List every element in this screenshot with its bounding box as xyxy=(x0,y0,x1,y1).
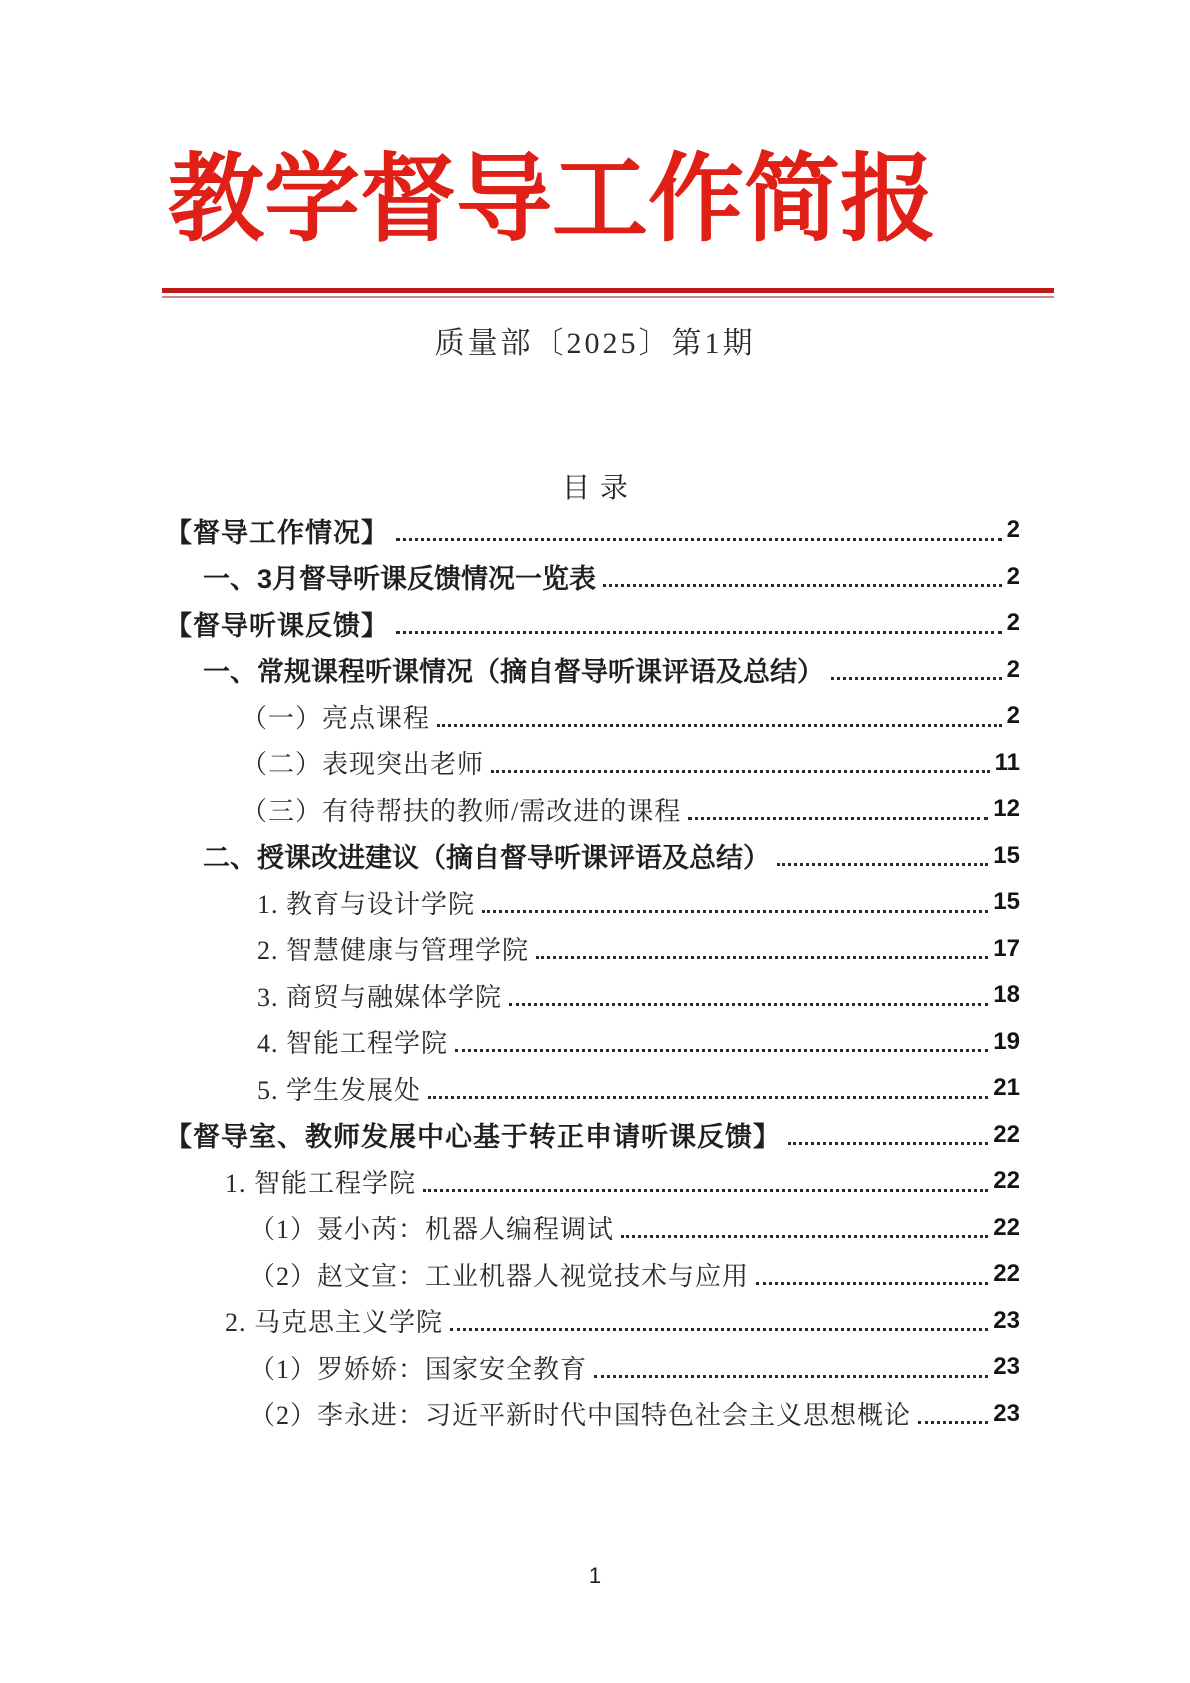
toc-entry[interactable] xyxy=(165,1158,1020,1205)
toc-page-number: 23 xyxy=(993,1353,1020,1381)
toc-page-number: 11 xyxy=(994,748,1020,776)
toc-entry[interactable] xyxy=(165,600,1020,647)
toc-entry-text: 【督导听课反馈】 xyxy=(165,610,389,641)
toc-entry-text: 5. 学生发展处 xyxy=(257,1075,422,1105)
toc-heading: 目录 xyxy=(561,473,638,504)
toc-page-number: 2 xyxy=(1006,702,1020,730)
toc-leader-dots xyxy=(688,817,988,820)
toc-leader-dots xyxy=(621,1235,988,1238)
toc-entry-text: 1. 教育与设计学院 xyxy=(257,889,476,919)
toc-leader-dots xyxy=(603,584,1002,587)
toc-entry[interactable] xyxy=(165,693,1020,740)
masthead-title: 教学督导工作简报 xyxy=(168,146,936,253)
toc-entry-text: 一、3月督导听课反馈情况一览表 xyxy=(203,564,597,595)
toc-entry-text: （一）亮点课程 xyxy=(241,703,431,733)
toc-leader-dots xyxy=(509,1003,988,1006)
toc-leader-dots xyxy=(831,677,1002,680)
toc-page-number: 23 xyxy=(993,1306,1020,1334)
toc-leader-dots xyxy=(756,1282,988,1285)
toc-page-number: 2 xyxy=(1006,655,1020,683)
toc-page-number: 22 xyxy=(993,1167,1020,1195)
masthead-rule-thin xyxy=(162,296,1054,298)
toc-page-number: 22 xyxy=(993,1260,1020,1288)
toc-page-number: 12 xyxy=(993,795,1020,823)
toc-leader-dots xyxy=(450,1328,988,1331)
toc-leader-dots xyxy=(423,1189,988,1192)
toc-leader-dots xyxy=(482,910,988,913)
toc-leader-dots xyxy=(536,956,988,959)
toc-leader-dots xyxy=(594,1375,988,1378)
toc-page-number: 2 xyxy=(1006,609,1020,637)
toc-entry-text: （1）聂小芮：机器人编程调试 xyxy=(249,1215,615,1245)
toc-page-number: 2 xyxy=(1006,516,1020,544)
toc-page-number: 21 xyxy=(993,1074,1020,1102)
toc-leader-dots xyxy=(437,724,1002,727)
toc-entry[interactable] xyxy=(165,1019,1020,1066)
toc-entry[interactable] xyxy=(165,1065,1020,1112)
toc-entry-text: 4. 智能工程学院 xyxy=(257,1029,449,1059)
toc-leader-dots xyxy=(777,863,988,866)
toc-entry-text: 1. 智能工程学院 xyxy=(225,1168,417,1198)
toc-entry-text: 【督导工作情况】 xyxy=(165,517,389,548)
toc-page-number: 2 xyxy=(1006,562,1020,590)
toc-leader-dots xyxy=(396,631,1002,634)
toc-entry[interactable] xyxy=(165,647,1020,694)
toc-entry-text: 2. 马克思主义学院 xyxy=(225,1308,444,1338)
toc-entry[interactable] xyxy=(165,1251,1020,1298)
toc-entry-text: 二、授课改进建议（摘自督导听课评语及总结） xyxy=(203,843,770,874)
issue-line: 质量部〔2025〕第1期 xyxy=(434,327,756,360)
toc-leader-dots xyxy=(396,538,1002,541)
toc-entry-text: 一、常规课程听课情况（摘自督导听课评语及总结） xyxy=(203,657,824,688)
toc-entry[interactable] xyxy=(165,507,1020,554)
toc-entry[interactable] xyxy=(165,926,1020,973)
toc-page-number: 15 xyxy=(993,841,1020,869)
page-number-footer: 1 xyxy=(588,1563,602,1588)
toc-leader-dots xyxy=(428,1096,988,1099)
toc-leader-dots xyxy=(455,1049,988,1052)
toc-entry-text: 3. 商贸与融媒体学院 xyxy=(257,982,503,1012)
toc-page-number: 15 xyxy=(993,888,1020,916)
toc-entry[interactable] xyxy=(165,1112,1020,1159)
toc-entry-text: （2）李永进：习近平新时代中国特色社会主义思想概论 xyxy=(249,1401,912,1431)
toc-entry[interactable] xyxy=(165,879,1020,926)
toc-entry[interactable] xyxy=(165,972,1020,1019)
masthead-rule-thick xyxy=(162,288,1054,293)
toc-entry[interactable] xyxy=(165,1205,1020,1252)
toc-entry-text: （三）有待帮扶的教师/需改进的课程 xyxy=(241,796,682,826)
toc-leader-dots xyxy=(918,1421,988,1424)
toc-entry-text: （2）赵文宣：工业机器人视觉技术与应用 xyxy=(249,1261,750,1291)
toc-entry[interactable] xyxy=(165,1391,1020,1438)
toc-entry-text: （二）表现突出老师 xyxy=(241,750,485,780)
toc-entry[interactable] xyxy=(165,740,1020,787)
toc-list xyxy=(165,507,1020,1437)
toc-page-number: 22 xyxy=(993,1213,1020,1241)
toc-page-number: 23 xyxy=(993,1399,1020,1427)
toc-entry-text: （1）罗娇娇：国家安全教育 xyxy=(249,1354,588,1384)
toc-page-number: 17 xyxy=(993,934,1020,962)
toc-page-number: 19 xyxy=(993,1027,1020,1055)
toc-leader-dots xyxy=(491,770,990,773)
toc-entry[interactable] xyxy=(165,1298,1020,1345)
toc-entry[interactable] xyxy=(165,554,1020,601)
toc-leader-dots xyxy=(788,1142,988,1145)
toc-page-number: 18 xyxy=(993,981,1020,1009)
toc-entry[interactable] xyxy=(165,1344,1020,1391)
toc-page-number: 22 xyxy=(993,1120,1020,1148)
toc-entry[interactable] xyxy=(165,786,1020,833)
toc-entry[interactable] xyxy=(165,833,1020,880)
toc-entry-text: 2. 智慧健康与管理学院 xyxy=(257,936,530,966)
toc-entry-text: 【督导室、教师发展中心基于转正申请听课反馈】 xyxy=(165,1122,781,1153)
